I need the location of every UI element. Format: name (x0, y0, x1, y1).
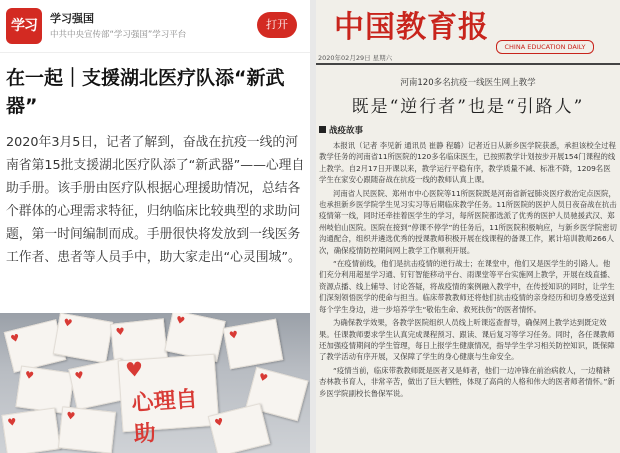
heart-icon: ♥ (62, 317, 74, 330)
square-bullet-icon (319, 126, 326, 133)
article-paragraph: 河南省人民医院、郑州市中心医院等11所医院既是河南省新冠肺炎医疗救治定点医院，也承担新乡医学院学生见习实习等后期临床教学任务。11所医院的医护人员日夜奋战在抗击疫情第一线，同时还牵挂着医学生的学习，每所医院都选派了优秀的医护人员驰援武汉、郑州岐伯山医院。医院在接到“停课不停学”的任务后，11所医院积极响应，与新乡医学院密切沟通配合，组织并遴选优秀的授课教师积极开展在线课程的备课工作，累计培训教师266人次，确保疫情防控期间网上教学工作顺利开展。 (319, 188, 617, 255)
article-photo (0, 313, 310, 453)
section-label (319, 124, 363, 136)
open-app-button[interactable]: 打开 (257, 12, 297, 38)
app-header (0, 0, 310, 53)
newspaper-main-title: 既是“逆行者”也是“引路人” (351, 97, 585, 117)
heart-icon: ♥ (115, 326, 126, 339)
app-subtitle: 中共中央宣传部“学习强国”学习平台 (50, 30, 187, 40)
heart-icon: ♥ (174, 314, 186, 328)
newspaper-panel (316, 0, 620, 453)
newspaper-article-body (319, 140, 617, 401)
heart-icon: ♥ (65, 410, 76, 423)
heart-icon: ♥ (257, 371, 269, 385)
article-body: 2020年3月5日，记者了解到，奋战在抗疫一线的河南省第15批支援湖北医疗队添了“新武器”——心理自助手册。该手册由医疗队根据心理援助情况，总结各个群体的心理需求特征，归纳临床比较典型的求助问题，第一时间编制而成。手册很快将发放到一线医务工作者、患者等人员手中，助大家走出“心灵围城”。 (6, 135, 305, 265)
article-paragraph: 本报讯（记者 李见新 通讯员 崔静 程璐）记者近日从新乡医学院获悉，承担该校全过程教学任务的河南省11所医院的120多名临床医生，已按照教学计划按步开展154门课程的线上教学。自2月17日开课以来，教学运行平稳有序，教学质量不减、标准不降，1209名医学生在家安心跟随奋战在抗疫一线的教师认真上课。 (319, 141, 616, 185)
article-headline: 在一起｜支援湖北医疗队添“新武器” (6, 67, 285, 117)
heart-icon: ♥ (124, 356, 145, 382)
handbook-card (58, 406, 116, 453)
newspaper-title: 中国教育报 (334, 10, 489, 45)
newspaper-masthead (316, 0, 620, 62)
newspaper-english-name: CHINA EDUCATION DAILY (496, 40, 594, 54)
heart-icon: ♥ (24, 370, 35, 383)
heart-icon: ♥ (213, 416, 225, 430)
section-label-text: 战疫故事 (329, 126, 364, 136)
article-paragraph: 为确保教学效果，各教学医院组织人员线上听课巡查督导，确保网上教学达到既定效果。任课教师要求学生认真完成课程预习、跟读、课后复习等学习任务。同时，各任课教师还加强疫情期间的学生管理，每日上报学生健康情况，指导学生学习相关防控知识，既保障了教学活动有序开展，又保障了学生的身心健康与生命安全。 (319, 318, 615, 362)
heart-icon: ♥ (6, 416, 18, 430)
handbook-title: 心理自助 (130, 386, 199, 448)
article-paragraph: “在疫情前线，他们是抗击疫情的逆行战士；在课堂中，他们又是医学生的引路人。他们充分利用超星学习通、钉钉智能移动平台、雨课堂等平台实施网上教学，开展在线直播、资源点播、线上辅导、讨论答疑，将战疫情的案例融入教学中，在传授知识的同时，让学生们深刻领悟医学的使命与担当。临床带教教师还将他们抗击疫情的亲身经历和切身感受送到每个学生身边，进一步培养学生“敬佑生命、救死扶伤”的医者情怀。 (319, 259, 615, 314)
handbook-card-featured (118, 354, 220, 448)
heart-icon: ♥ (73, 370, 86, 383)
heart-icon: ♥ (9, 332, 21, 346)
newspaper-subhead: 河南120多名抗疫一线医生网上教学 (400, 78, 536, 88)
article-paragraph: “疫情当前，临床带教教师既是医者又是师者，他们一边冲锋在前治病救人，一边精耕杏林教书育人，非常辛苦，做出了巨大牺牲，体现了高尚的人格和伟大的医者师者情怀。”新乡医学院副校长鲁保军说。 (319, 365, 615, 398)
app-logo: 学习 (6, 8, 42, 44)
masthead-rule (316, 63, 620, 65)
app-name: 学习强国 (50, 12, 94, 25)
handbook-card (1, 407, 60, 453)
handbook-card (223, 319, 283, 370)
heart-icon: ♥ (228, 329, 240, 342)
newspaper-date: 2020年02月29日 星期六 (318, 54, 393, 62)
